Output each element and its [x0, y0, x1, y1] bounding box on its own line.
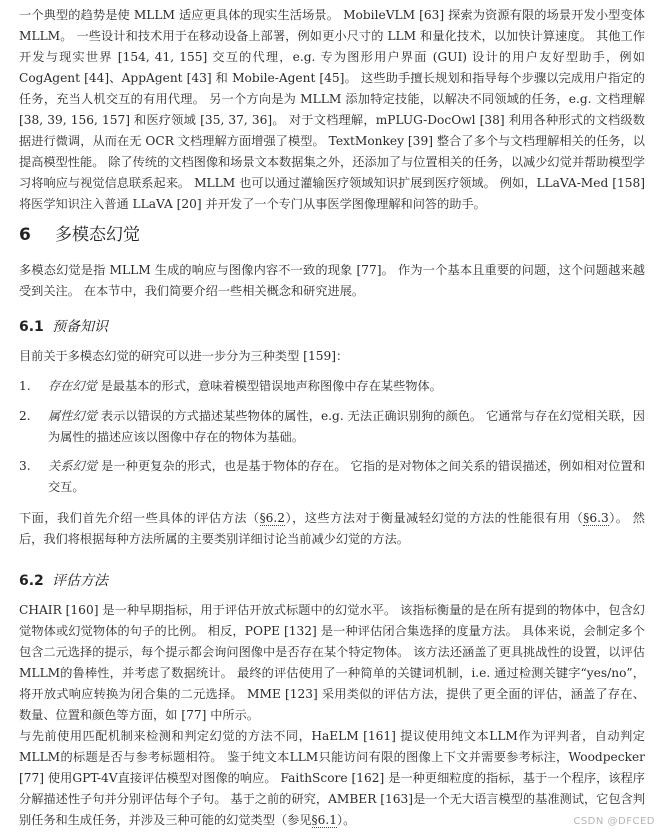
text-run: ），这些方法对于衡量减轻幻觉的方法的性能很有用（: [285, 511, 584, 525]
text-run: ）。 然后，我们将根据每种方法所属的主要类别详细讨论当前减少幻觉的方法。: [19, 511, 645, 546]
list-number: 3.: [19, 459, 31, 473]
intro-paragraph: 一个典型的趋势是使 MLLM 适应更具体的现实生活场景。 MobileVLM [63] 探索为资源有限的场景开发小型变体 MLLM。 一些设计和技术用于在移动设备上部署，例如更小尺寸的 LLM 和量化技术，以加快计算速度。 其他工作开发与现实世界 [154, 41, 155] 交互的代理，e.g. 专为图形用户界面 (GUI) 设计的用户友好型助手，例如 CogAgent [44]、AppAgent [43] 和 Mobile-Agent [45]。 这些助手擅长规划和指导每个步骤以完成用户指定的任务，充当人机交互的有用代理。 另一个方向是为 MLLM 添加特定技能，以解决不同领域的任务，e.g. 文档理解 [38, 39, 156, 157] 和医疗领域 [35, 37, 36]。 对于文档理解，mPLUG-DocOwl [38] 利用各种形式的文档级数据进行微调，从而在无 OCR 文档理解方面增强了模型。 TextMonkey [39] 整合了多个与文档理解相关的任务，以提高模型性能。 除了传统的文档图像和场景文本数据集之外，还添加了与位置相关的任务，以减少幻觉并帮助模型学习将响应与视觉信息联系起来。 MLLM 也可以通过灌输医疗领域知识扩展到医疗领域。 例如，LLaVA-Med [158] 将医学知识注入普通 LLaVA [20] 并开发了一个专门从事医学图像理解和问答的助手。: [19, 8, 645, 211]
watermark: CSDN @DFCED: [573, 816, 655, 827]
section-title: 多模态幻觉: [55, 225, 140, 245]
section-6-heading: [19, 220, 140, 245]
list-number: 2.: [19, 409, 31, 423]
section-6-1-intro: 目前关于多模态幻觉的研究可以进一步分为三种类型 [159]：: [19, 349, 349, 363]
hallucination-list-item-2: [19, 406, 645, 448]
list-term: 属性幻觉: [48, 409, 97, 423]
section-number: 6: [19, 225, 31, 245]
subsection-title: 评估方法: [52, 573, 108, 589]
text-run: ）。: [336, 813, 356, 827]
subsection-number: 6.2: [19, 573, 44, 589]
section-6-1-link[interactable]: §6.1: [311, 813, 337, 827]
section-6-1-heading: [19, 316, 108, 336]
list-text: 是最基本的形式，意味着模型错误地声称图像中存在某些物体。: [96, 379, 442, 393]
hallucination-list-item-3: [19, 456, 645, 498]
text-run: 与先前使用匹配机制来检测和判定幻觉的方法不同，HaELM [161] 提议使用纯文本LLM作为评判者，自动判定MLLM的标题是否与参考标题相符。 鉴于纯文本LLM只能访问有限的图像上下文并需要参考标注，Woodpecker [77] 使用GPT-4V直接评估模型对图像的响应。 FaithScore [162] 是一种更细粒度的指标，基于一个程序，该程序分解描述性子句并分别评估每个子句。 基于之前的研究，AMBER [163]是一个无大语言模型的基准测试，它包含判别任务和生成任务，并涉及三种可能的幻觉类型（参见: [19, 729, 645, 827]
section-6-2-link[interactable]: §6.2: [259, 511, 286, 525]
section-6-1-outro: [19, 508, 645, 550]
section-6-intro: 多模态幻觉是指 MLLM 生成的响应与图像内容不一致的现象 [77]。 作为一个基本且重要的问题，这个问题越来越受到关注。 在本节中，我们简要介绍一些相关概念和研究进展。: [19, 263, 645, 298]
list-text: 表示以错误的方式描述某些物体的属性，e.g. 无法正确识别狗的颜色。 它通常与存在幻觉相关联，因为属性的描述应该以图像中存在的物体为基础。: [48, 409, 645, 444]
list-term: 存在幻觉: [48, 379, 97, 393]
section-6-3-link[interactable]: §6.3: [583, 511, 609, 525]
subsection-number: 6.1: [19, 319, 44, 335]
list-text: 是一种更复杂的形式，也是基于物体的存在。 它指的是对物体之间关系的错误描述，例如相对位置和交互。: [48, 459, 646, 494]
section-6-2-paragraph-2: [19, 726, 645, 831]
text-run: 下面，我们首先介绍一些具体的评估方法（: [19, 511, 260, 525]
list-number: 1.: [19, 379, 31, 393]
subsection-title: 预备知识: [52, 319, 108, 335]
list-term: 关系幻觉: [48, 459, 98, 473]
section-6-2-paragraph-1: CHAIR [160] 是一种早期指标，用于评估开放式标题中的幻觉水平。 该指标衡量的是在所有提到的物体中，包含幻觉物体或幻觉物体的句子的比例。 相反，POPE [132] 是一种评估闭合集选择的度量方法。 具体来说，会制定多个包含二元选择的提示，每个提示都会询问图像中是否存在某个特定物体。 该方法还涵盖了更具挑战性的设置，以评估MLLM的鲁棒性，并考虑了数据统计。 最终的评估使用了一种简单的关键词机制，i.e. 通过检测关键字“yes/no”，将开放式响应转换为闭合集的二元选择。 MME [123] 采用类似的评估方法，提供了更全面的评估，涵盖了存在、数量、位置和颜色等方面，如 [77] 中所示。: [19, 603, 645, 722]
section-6-2-heading: [19, 570, 108, 590]
hallucination-list-item-1: [19, 376, 442, 397]
